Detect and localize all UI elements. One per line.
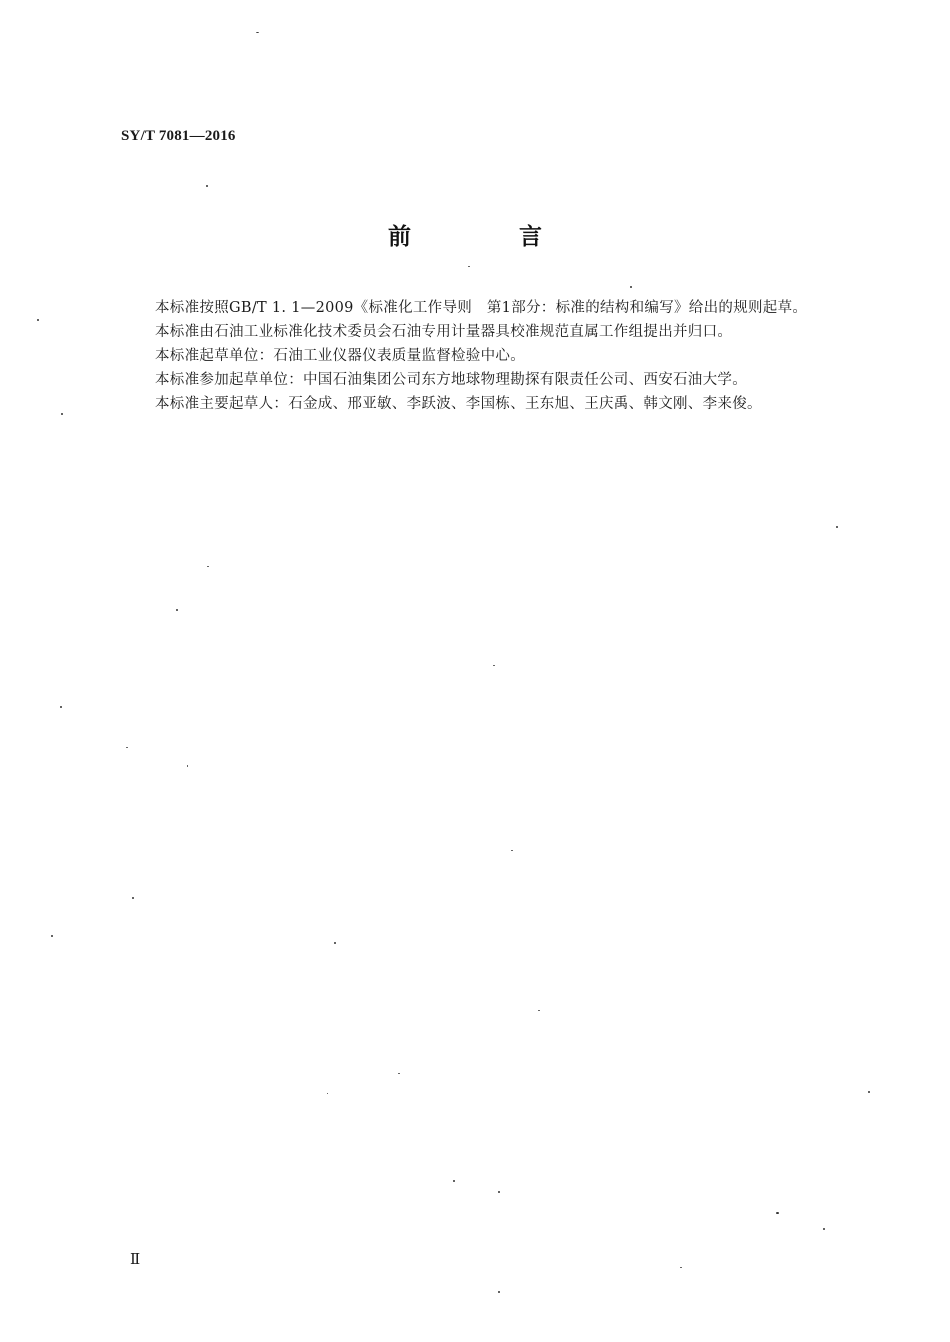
standard-code: SY/T 7081—2016 — [121, 128, 236, 144]
paragraph-participating-units: 本标准参加起草单位：中国石油集团公司东方地球物理勘探有限责任公司、西安石油大学。 — [155, 372, 747, 388]
scan-speck — [61, 413, 63, 415]
scan-speck — [538, 1010, 540, 1011]
scan-speck — [453, 1180, 455, 1182]
paragraph-drafting-unit: 本标准起草单位：石油工业仪器仪表质量监督检验中心。 — [155, 348, 525, 364]
scan-speck — [630, 286, 632, 288]
scan-speck — [680, 1267, 682, 1268]
paragraph-drafting-rules: 本标准按照GB/T 1. 1—2009《标准化工作导则 第1部分：标准的结构和编写》给出的规则起草。 — [155, 300, 808, 316]
scan-speck — [327, 1093, 328, 1094]
scan-speck — [468, 266, 470, 267]
scan-speck — [823, 1228, 825, 1230]
scan-speck — [256, 32, 259, 33]
scan-speck — [132, 897, 134, 899]
scan-speck — [868, 1091, 870, 1093]
scan-speck — [126, 747, 128, 748]
scan-speck — [206, 185, 208, 187]
scan-speck — [51, 935, 53, 937]
scan-speck — [187, 765, 188, 767]
scan-speck — [176, 609, 178, 611]
scan-speck — [334, 942, 336, 944]
page-title: 前 言 — [387, 224, 592, 250]
scan-speck — [398, 1073, 400, 1074]
scan-speck — [493, 665, 495, 666]
scan-speck — [776, 1212, 779, 1214]
page-number: Ⅱ — [130, 1252, 141, 1268]
scan-speck — [511, 850, 513, 851]
paragraph-proposer: 本标准由石油工业标准化技术委员会石油专用计量器具校准规范直属工作组提出并归口。 — [155, 324, 733, 340]
scan-speck — [207, 566, 209, 567]
foreword-body — [121, 296, 861, 416]
scan-speck — [498, 1191, 500, 1193]
scan-speck — [37, 319, 39, 321]
scan-speck — [60, 706, 62, 708]
scan-speck — [836, 526, 838, 528]
scan-speck — [498, 1291, 500, 1293]
paragraph-main-drafters: 本标准主要起草人：石金成、邢亚敏、李跃波、李国栋、王东旭、王庆禹、韩文刚、李来俊。 — [155, 396, 762, 412]
